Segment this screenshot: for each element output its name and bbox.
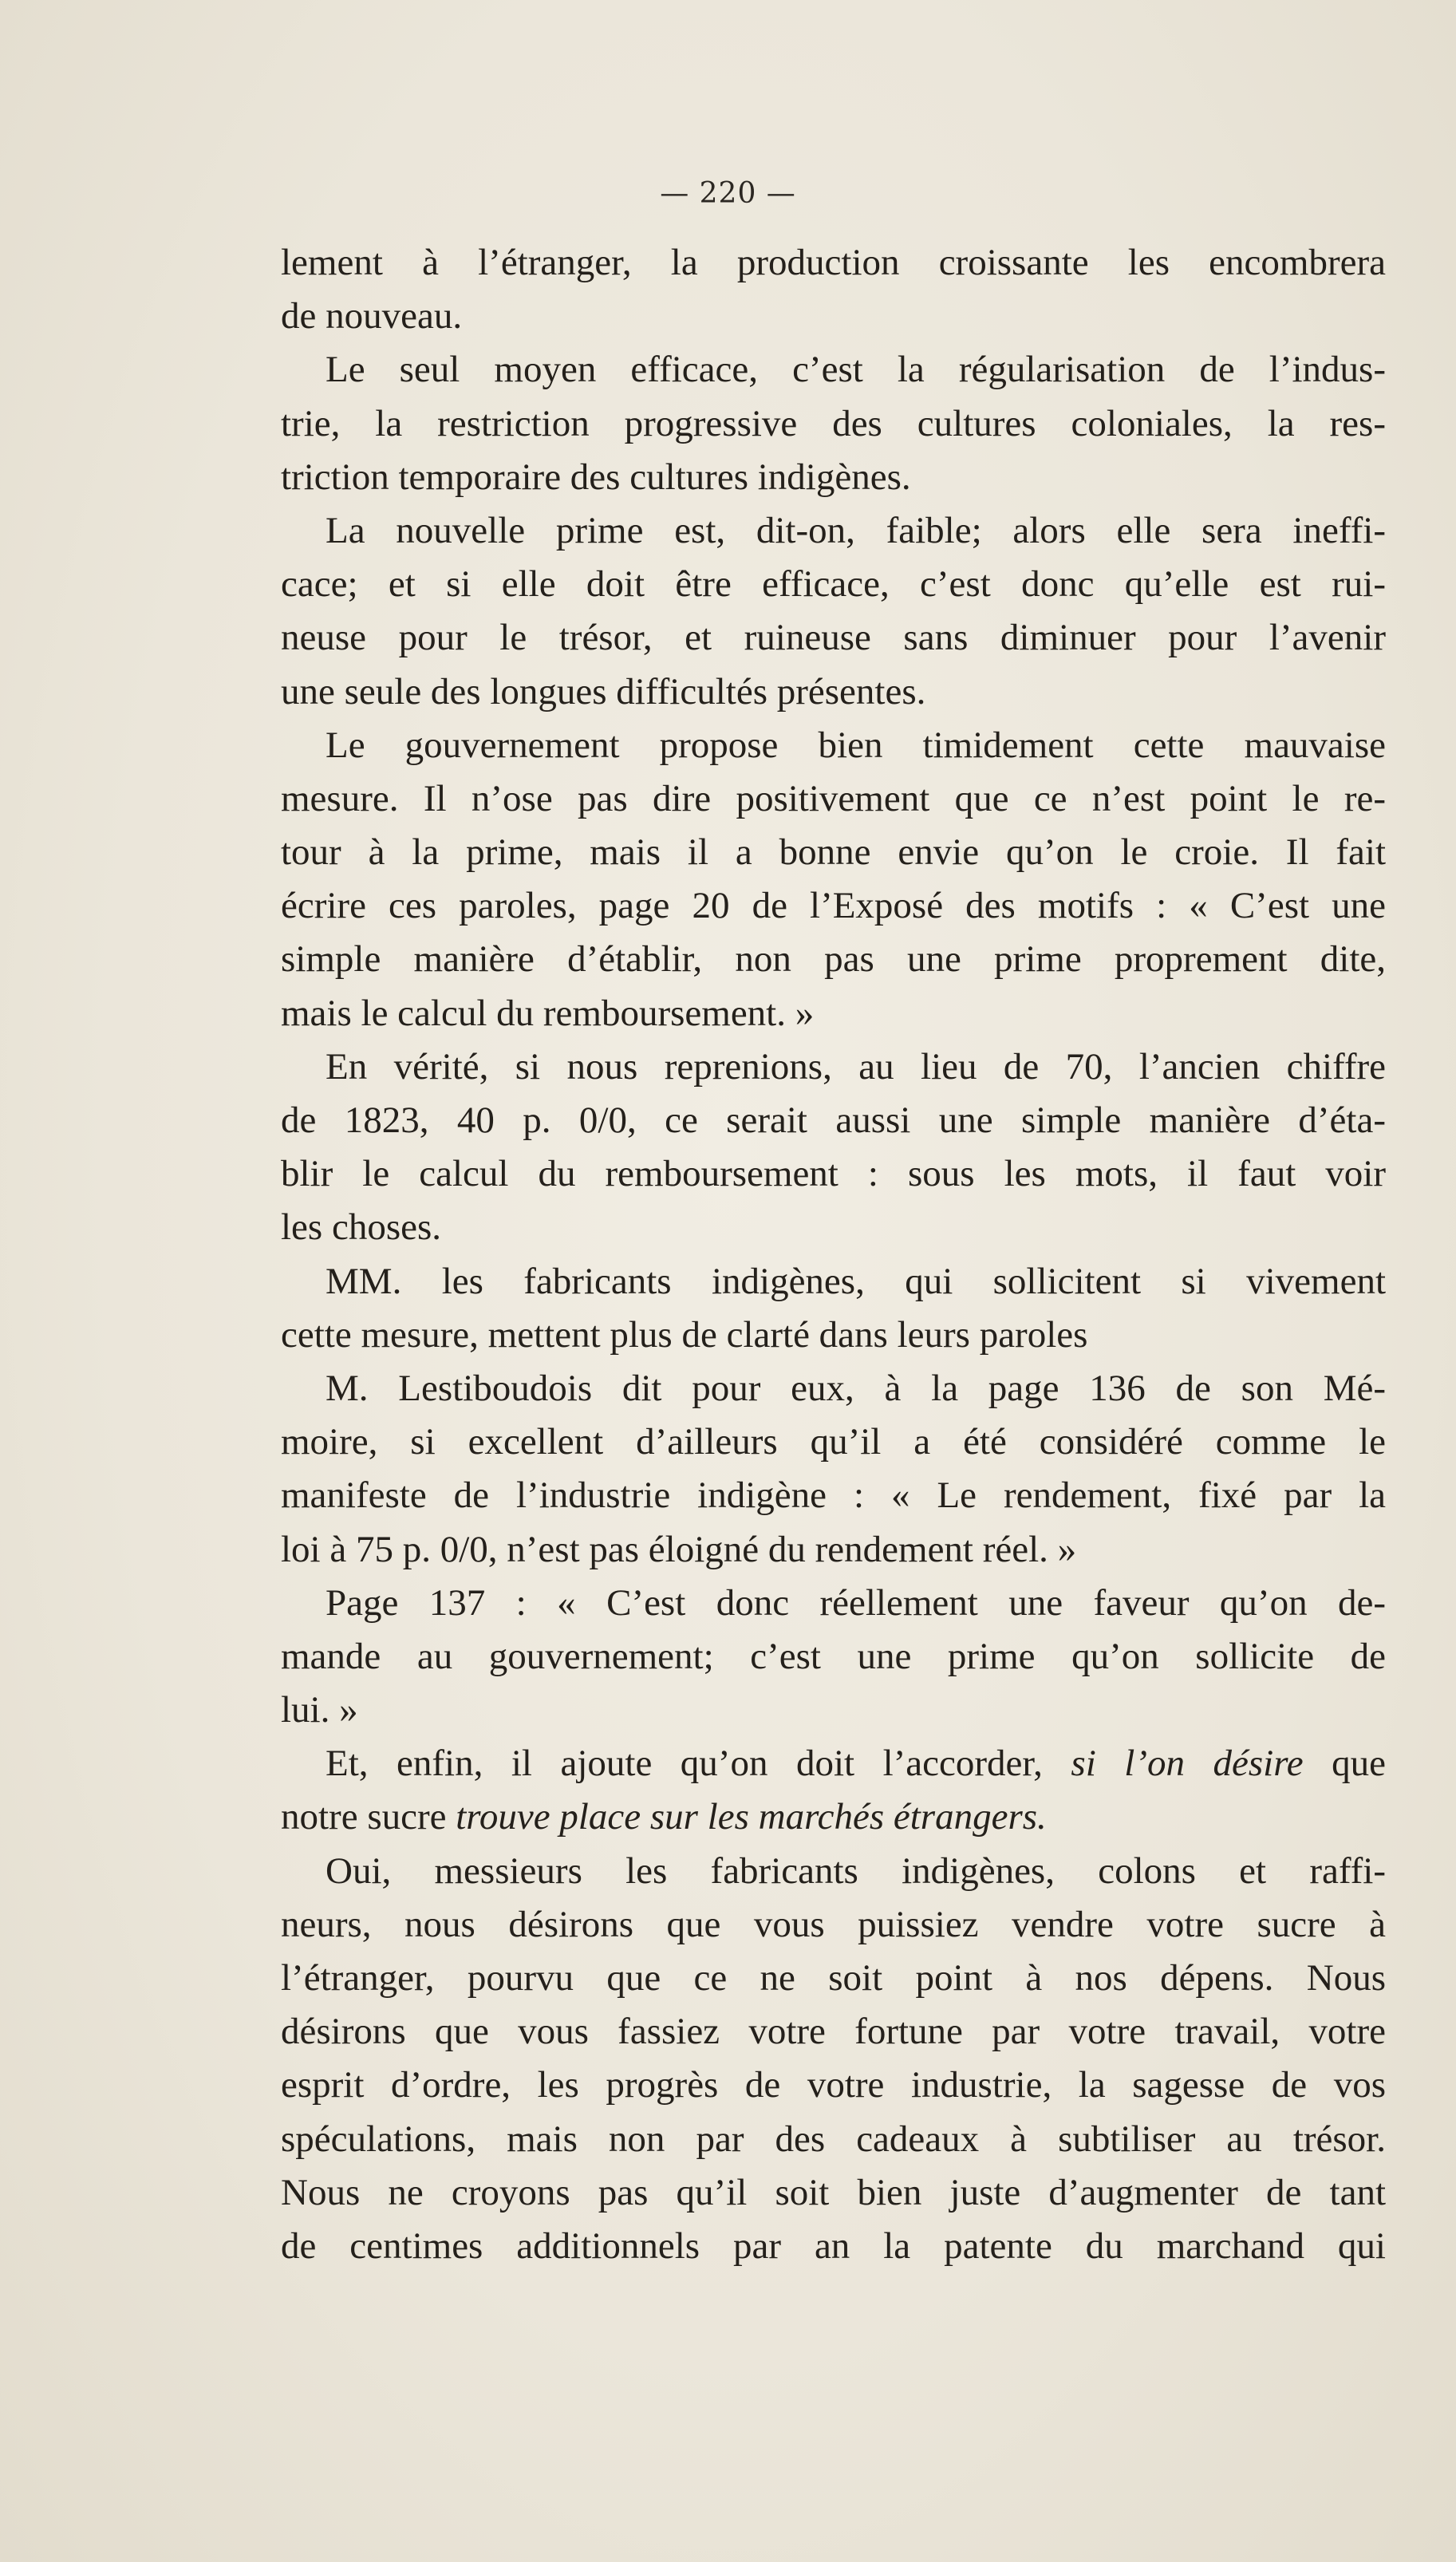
text-line: spéculations, mais non par des cadeaux à subtiliser au trésor. <box>281 2118 1386 2160</box>
text-line: Et, enfin, il ajoute qu’on doit l’accorder, si l’on désire que <box>326 1743 1386 1785</box>
text-line: Le gouvernement propose bien timidement cette mauvaise <box>326 724 1386 766</box>
text-line: désirons que vous fassiez votre fortune par votre travail, votre <box>281 2011 1386 2053</box>
text-line: tour à la prime, mais il a bonne envie qu’on le croie. Il fait <box>281 831 1386 874</box>
text-line: de nouveau. <box>281 295 463 338</box>
text-line: de 1823, 40 p. 0/0, ce serait aussi une simple manière d’éta- <box>281 1099 1386 1141</box>
text-line: mais le calcul du remboursement. » <box>281 992 815 1034</box>
text-line: Nous ne croyons pas qu’il soit bien juste d’augmenter de tant <box>281 2171 1386 2213</box>
body-text <box>281 236 1386 2273</box>
text-line: trie, la restriction progressive des cultures coloniales, la res- <box>281 402 1386 444</box>
text-line: Le seul moyen efficace, c’est la régularisation de l’indus- <box>326 349 1386 391</box>
text-line: écrire ces paroles, page 20 de l’Exposé des motifs : « C’est une <box>281 885 1386 927</box>
text-line: loi à 75 p. 0/0, n’est pas éloigné du rendement réel. » <box>281 1528 1077 1570</box>
text-line: En vérité, si nous reprenions, au lieu de 70, l’ancien chiffre <box>326 1045 1386 1088</box>
text-line: notre sucre trouve place sur les marchés étrangers. <box>281 1796 1047 1838</box>
text-line: Page 137 : « C’est donc réellement une faveur qu’on de- <box>326 1581 1386 1624</box>
text-line: les choses. <box>281 1206 442 1249</box>
text-line: M. Lestiboudois dit pour eux, à la page 136 de son Mé- <box>326 1367 1386 1409</box>
text-line: neurs, nous désirons que vous puissiez vendre votre sucre à <box>281 1903 1386 1945</box>
text-line: lui. » <box>281 1689 358 1731</box>
text-line: simple manière d’établir, non pas une prime proprement dite, <box>281 938 1386 981</box>
text-line: esprit d’ordre, les progrès de votre industrie, la sagesse de vos <box>281 2064 1386 2106</box>
text-line: Oui, messieurs les fabricants indigènes, colons et raffi- <box>326 1849 1386 1892</box>
text-line: cace; et si elle doit être efficace, c’est donc qu’elle est rui- <box>281 563 1386 606</box>
text-line: une seule des longues difficultés présentes. <box>281 670 926 713</box>
text-line: mande au gouvernement; c’est une prime qu’on sollicite de <box>281 1635 1386 1677</box>
text-line: manifeste de l’industrie indigène : « Le rendement, fixé par la <box>281 1474 1386 1517</box>
text-line: La nouvelle prime est, dit-on, faible; alors elle sera ineffi- <box>326 509 1386 551</box>
text-line: triction temporaire des cultures indigènes. <box>281 456 911 498</box>
text-line: mesure. Il n’ose pas dire positivement que ce n’est point le re- <box>281 777 1386 819</box>
page-number: — 220 — <box>660 177 796 210</box>
text-line: lement à l’étranger, la production croissante les encombrera <box>281 242 1386 283</box>
text-line: cette mesure, mettent plus de clarté dans leurs paroles <box>281 1313 1088 1356</box>
text-line: MM. les fabricants indigènes, qui sollicitent si vivement <box>326 1260 1386 1302</box>
text-line: moire, si excellent d’ailleurs qu’il a été considéré comme le <box>281 1421 1386 1463</box>
text-line: de centimes additionnels par an la patente du marchand qui <box>281 2224 1386 2267</box>
text-line: neuse pour le trésor, et ruineuse sans diminuer pour l’avenir <box>281 617 1386 659</box>
text-line: l’étranger, pourvu que ce ne soit point à nos dépens. Nous <box>281 1957 1386 1999</box>
text-line: blir le calcul du remboursement : sous les mots, il faut voir <box>281 1153 1386 1195</box>
